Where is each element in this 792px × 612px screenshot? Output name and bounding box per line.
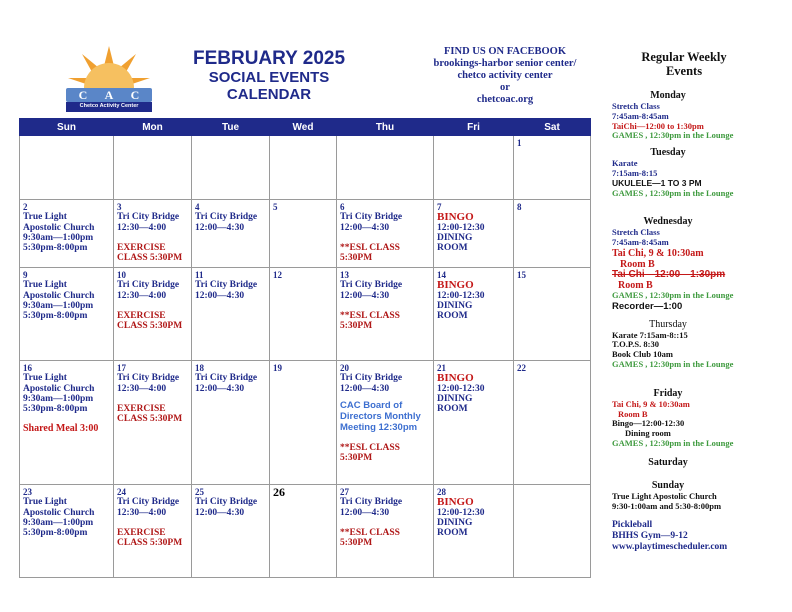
- day-number: 3: [117, 202, 122, 212]
- weekly-event: Dining room: [625, 428, 671, 439]
- day-cell: [514, 136, 591, 200]
- day-number: 1: [517, 138, 522, 148]
- weekday-heading-thursday: Thursday: [649, 318, 687, 330]
- calendar-title: [160, 48, 378, 103]
- event-text: Tri City Bridge: [340, 497, 403, 508]
- facebook-line: brookings-harbor senior center/: [433, 58, 577, 69]
- week-row: [20, 136, 591, 200]
- facebook-line: or: [500, 82, 510, 93]
- week-row: [20, 200, 591, 268]
- day-cell-empty: [192, 136, 270, 200]
- weekly-event: GAMES , 12:30pm in the Lounge: [612, 187, 734, 198]
- event-text: 12:00—4:30: [340, 290, 390, 301]
- day-cell: [514, 361, 591, 485]
- weekly-event: Book Club 10am: [612, 349, 673, 360]
- esl-event: 5:30PM: [340, 453, 373, 464]
- day-cell: [20, 268, 114, 361]
- cac-logo: [62, 44, 156, 118]
- day-cell-empty: [114, 136, 192, 200]
- logo-letter: C: [78, 88, 88, 102]
- event-text: Tri City Bridge: [195, 497, 258, 508]
- exercise-event: EXERCISE: [117, 403, 166, 414]
- facebook-line: chetco activity center: [457, 70, 553, 81]
- weekly-event: 9:30-1:00am and 5:30-8:00pm: [612, 500, 722, 511]
- event-text: 12:00-12:30: [437, 290, 485, 301]
- event-text: 12:00—4:30: [340, 383, 390, 394]
- week-row: [20, 268, 591, 361]
- weekday-header: Tue: [192, 119, 270, 136]
- weekday-heading-monday: Monday: [650, 90, 686, 101]
- exercise-event: EXERCISE: [117, 527, 166, 538]
- day-number: 4: [195, 202, 200, 212]
- day-cell: [514, 200, 591, 268]
- bingo-event: BINGO: [437, 496, 474, 509]
- esl-event: 5:30PM: [340, 253, 373, 264]
- weekly-event: Pickleball: [612, 520, 653, 531]
- event-text: Tri City Bridge: [340, 280, 403, 291]
- day-number: 27: [340, 487, 349, 497]
- event-text: 12:00-12:30: [437, 507, 485, 518]
- day-cell: [434, 485, 514, 578]
- bingo-event: BINGO: [437, 279, 474, 292]
- event-text: 9:30am—1:00pm: [23, 232, 94, 243]
- weekday-header: Mon: [114, 119, 192, 136]
- event-text: DINING: [437, 517, 473, 528]
- event-text: 9:30am—1:00pm: [23, 300, 94, 311]
- day-number: 22: [517, 363, 526, 373]
- day-cell: [192, 485, 270, 578]
- day-cell: [270, 268, 337, 361]
- day-cell-empty: [434, 136, 514, 200]
- event-text: 12:00-12:30: [437, 383, 485, 394]
- event-text: 12:00—4:30: [195, 222, 245, 233]
- day-number: 15: [517, 270, 526, 280]
- subtitle-calendar: CALENDAR: [226, 86, 312, 103]
- event-text: Tri City Bridge: [195, 373, 258, 384]
- event-text: True Light: [23, 497, 67, 508]
- event-text: 12:00-12:30: [437, 222, 485, 233]
- week-row: [20, 485, 591, 578]
- day-cell: [20, 485, 114, 578]
- day-number: 14: [437, 270, 446, 280]
- logo-caption: Chetco Activity Center: [79, 103, 139, 109]
- weekly-event: Stretch Class: [612, 101, 660, 111]
- logo-letter: C: [130, 88, 140, 102]
- exercise-event: EXERCISE: [117, 242, 166, 253]
- day-cell: [114, 268, 192, 361]
- event-text: 9:30am—1:00pm: [23, 517, 94, 528]
- event-text: 12:30—4:00: [117, 222, 167, 233]
- subtitle-social-events: SOCIAL EVENTS: [208, 69, 330, 86]
- event-text: DINING: [437, 300, 473, 311]
- weekly-event: Tai Chi, 9 & 10:30am: [612, 398, 690, 409]
- esl-event: **ESL CLASS: [340, 527, 400, 538]
- event-text: Tri City Bridge: [340, 212, 403, 223]
- weekly-event: 7:45am-8:45am: [612, 110, 669, 121]
- weekday-header: Thu: [337, 119, 434, 136]
- facebook-heading: FIND US ON FACEBOOK: [443, 46, 567, 57]
- esl-event: **ESL CLASS: [340, 310, 400, 321]
- event-text: 12:00—4:30: [340, 507, 390, 518]
- event-text: 12:00—4:30: [340, 222, 390, 233]
- event-text: Tri City Bridge: [340, 373, 403, 384]
- day-cell: [270, 200, 337, 268]
- day-cell-empty: [20, 136, 114, 200]
- event-text: Tri City Bridge: [117, 212, 180, 223]
- event-text: ROOM: [437, 243, 468, 254]
- event-text: Apostolic Church: [23, 290, 95, 301]
- day-cell: [434, 200, 514, 268]
- day-number: 2: [23, 202, 28, 212]
- day-cell: [192, 361, 270, 485]
- event-text: True Light: [23, 280, 67, 291]
- exercise-event: CLASS 5:30PM: [117, 414, 183, 425]
- exercise-event: CLASS 5:30PM: [117, 321, 183, 332]
- event-text: Tri City Bridge: [195, 212, 258, 223]
- logo-letter: A: [104, 88, 114, 102]
- day-number: 11: [195, 270, 204, 280]
- weekly-event: GAMES , 12:30pm in the Lounge: [612, 289, 734, 300]
- weekly-events-panel: [600, 50, 790, 553]
- website-link[interactable]: chetcoac.org: [476, 94, 534, 105]
- esl-event: 5:30PM: [340, 321, 373, 332]
- day-cell: [434, 268, 514, 361]
- weekly-event: Karate: [612, 158, 638, 169]
- weekday-header-row: [20, 119, 591, 136]
- day-cell: [20, 200, 114, 268]
- event-text: DINING: [437, 393, 473, 404]
- event-text: True Light: [23, 373, 67, 384]
- day-cell: [114, 361, 192, 485]
- event-text: Apostolic Church: [23, 222, 95, 233]
- board-meeting-event: Directors Monthly: [340, 410, 421, 422]
- day-cell: [270, 361, 337, 485]
- day-number: 18: [195, 363, 204, 373]
- weekly-events-title: Regular Weekly: [641, 50, 727, 64]
- bingo-event: BINGO: [437, 211, 474, 224]
- weekly-event: Room B: [620, 258, 655, 270]
- day-cell: [337, 361, 434, 485]
- weekly-event: Room B: [618, 279, 653, 291]
- event-text: 5:30pm-8:00pm: [23, 404, 88, 415]
- event-text: 12:00—4:30: [195, 507, 245, 518]
- event-text: ROOM: [437, 528, 468, 539]
- weekly-event: Recorder—1:00: [612, 300, 683, 312]
- event-text: 12:30—4:00: [117, 290, 167, 301]
- event-text: Apostolic Church: [23, 383, 95, 394]
- weekday-header: Sat: [514, 119, 591, 136]
- day-number: 28: [437, 487, 446, 497]
- cancelled-event: Tai Chi—12:00—1:30pm: [612, 268, 726, 280]
- event-text: 12:30—4:00: [117, 507, 167, 518]
- event-text: 12:00—4:30: [195, 383, 245, 394]
- weekly-event: Stretch Class: [612, 227, 660, 238]
- day-cell: [20, 361, 114, 485]
- weekly-event: BHHS Gym—9-12: [612, 531, 688, 542]
- weekly-event: GAMES , 12:30pm in the Lounge: [612, 358, 734, 369]
- weekday-heading-sunday: Sunday: [651, 479, 685, 491]
- day-cell-empty: [270, 136, 337, 200]
- weekly-event: Tai Chi, 9 & 10:30am: [612, 247, 704, 259]
- day-cell: [337, 485, 434, 578]
- day-cell: [192, 200, 270, 268]
- day-number: 7: [437, 202, 442, 212]
- weekday-heading-wednesday: Wednesday: [643, 216, 693, 228]
- weekly-event: GAMES , 12:30pm in the Lounge: [612, 130, 734, 141]
- day-number: 10: [117, 270, 126, 280]
- event-text: Apostolic Church: [23, 507, 95, 518]
- exercise-event: CLASS 5:30PM: [117, 253, 183, 264]
- event-text: 5:30pm-8:00pm: [23, 243, 88, 254]
- exercise-event: EXERCISE: [117, 310, 166, 321]
- weekly-event: 7:15am-8:15: [612, 167, 658, 178]
- weekly-event: UKULELE—1 TO 3 PM: [612, 177, 702, 188]
- day-cell-empty: [337, 136, 434, 200]
- event-text: 12:30—4:00: [117, 383, 167, 394]
- playtime-scheduler-link[interactable]: www.playtimescheduler.com: [612, 542, 728, 553]
- weekday-header: Sun: [20, 119, 114, 136]
- day-cell: [434, 361, 514, 485]
- exercise-event: CLASS 5:30PM: [117, 538, 183, 549]
- day-cell: [514, 268, 591, 361]
- weekly-event: 7:45am-8:45am: [612, 237, 669, 248]
- bingo-event: BINGO: [437, 372, 474, 385]
- shared-meal-event: Shared Meal 3:00: [23, 423, 99, 435]
- weekly-event: Bingo—12:00-12:30: [612, 418, 685, 429]
- day-number: 9: [23, 270, 28, 280]
- weekday-header: Wed: [270, 119, 337, 136]
- day-number: 21: [437, 363, 446, 373]
- event-text: 12:00—4:30: [195, 290, 245, 301]
- weekly-event: TaiChi—12:00 to 1:30pm: [612, 120, 704, 131]
- week-row: [20, 361, 591, 485]
- day-number: 20: [340, 363, 349, 373]
- event-text: Tri City Bridge: [195, 280, 258, 291]
- weekly-event: Karate 7:15am-8::15: [612, 329, 688, 340]
- weekly-events-title: Events: [665, 64, 703, 78]
- event-text: True Light: [23, 212, 67, 223]
- day-number: 16: [23, 363, 32, 373]
- facebook-info: [395, 46, 615, 106]
- day-cell: [114, 485, 192, 578]
- esl-event: 5:30PM: [340, 538, 373, 549]
- day-cell-empty: [514, 485, 591, 578]
- day-number: 12: [273, 270, 282, 280]
- event-text: Tri City Bridge: [117, 497, 180, 508]
- day-number: 24: [117, 487, 126, 497]
- day-cell: [337, 200, 434, 268]
- weekday-heading-friday: Friday: [653, 387, 683, 399]
- day-number: 26: [273, 485, 285, 499]
- weekday-heading-saturday: Saturday: [648, 456, 688, 468]
- day-number: 17: [117, 363, 126, 373]
- weekly-event: GAMES , 12:30pm in the Lounge: [612, 437, 734, 448]
- day-number: 25: [195, 487, 204, 497]
- event-text: 9:30am—1:00pm: [23, 393, 94, 404]
- day-cell: [270, 485, 337, 578]
- day-cell: [192, 268, 270, 361]
- board-meeting-event: CAC Board of: [340, 399, 403, 411]
- event-text: DINING: [437, 232, 473, 243]
- day-number: 23: [23, 487, 32, 497]
- esl-event: **ESL CLASS: [340, 242, 400, 253]
- weekly-event: T.O.P.S. 8:30: [612, 339, 659, 350]
- event-text: 5:30pm-8:00pm: [23, 311, 88, 322]
- day-number: 13: [340, 270, 349, 280]
- day-number: 19: [273, 363, 282, 373]
- event-text: Tri City Bridge: [117, 280, 180, 291]
- weekly-event: True Light Apostolic Church: [612, 490, 717, 501]
- month-title: FEBRUARY 2025: [192, 48, 346, 69]
- event-text: ROOM: [437, 311, 468, 322]
- day-cell: [114, 200, 192, 268]
- esl-event: **ESL CLASS: [340, 442, 400, 453]
- day-number: 8: [517, 202, 522, 212]
- weekday-heading-tuesday: Tuesday: [650, 147, 686, 159]
- event-text: 5:30pm-8:00pm: [23, 528, 88, 539]
- day-number: 6: [340, 202, 345, 212]
- board-meeting-event: Meeting 12:30pm: [340, 421, 418, 433]
- day-cell: [337, 268, 434, 361]
- day-number: 5: [273, 202, 278, 212]
- event-text: Tri City Bridge: [117, 373, 180, 384]
- weekday-header: Fri: [434, 119, 514, 136]
- calendar-grid: [19, 118, 591, 578]
- event-text: ROOM: [437, 404, 468, 415]
- weekly-event: Room B: [618, 408, 648, 419]
